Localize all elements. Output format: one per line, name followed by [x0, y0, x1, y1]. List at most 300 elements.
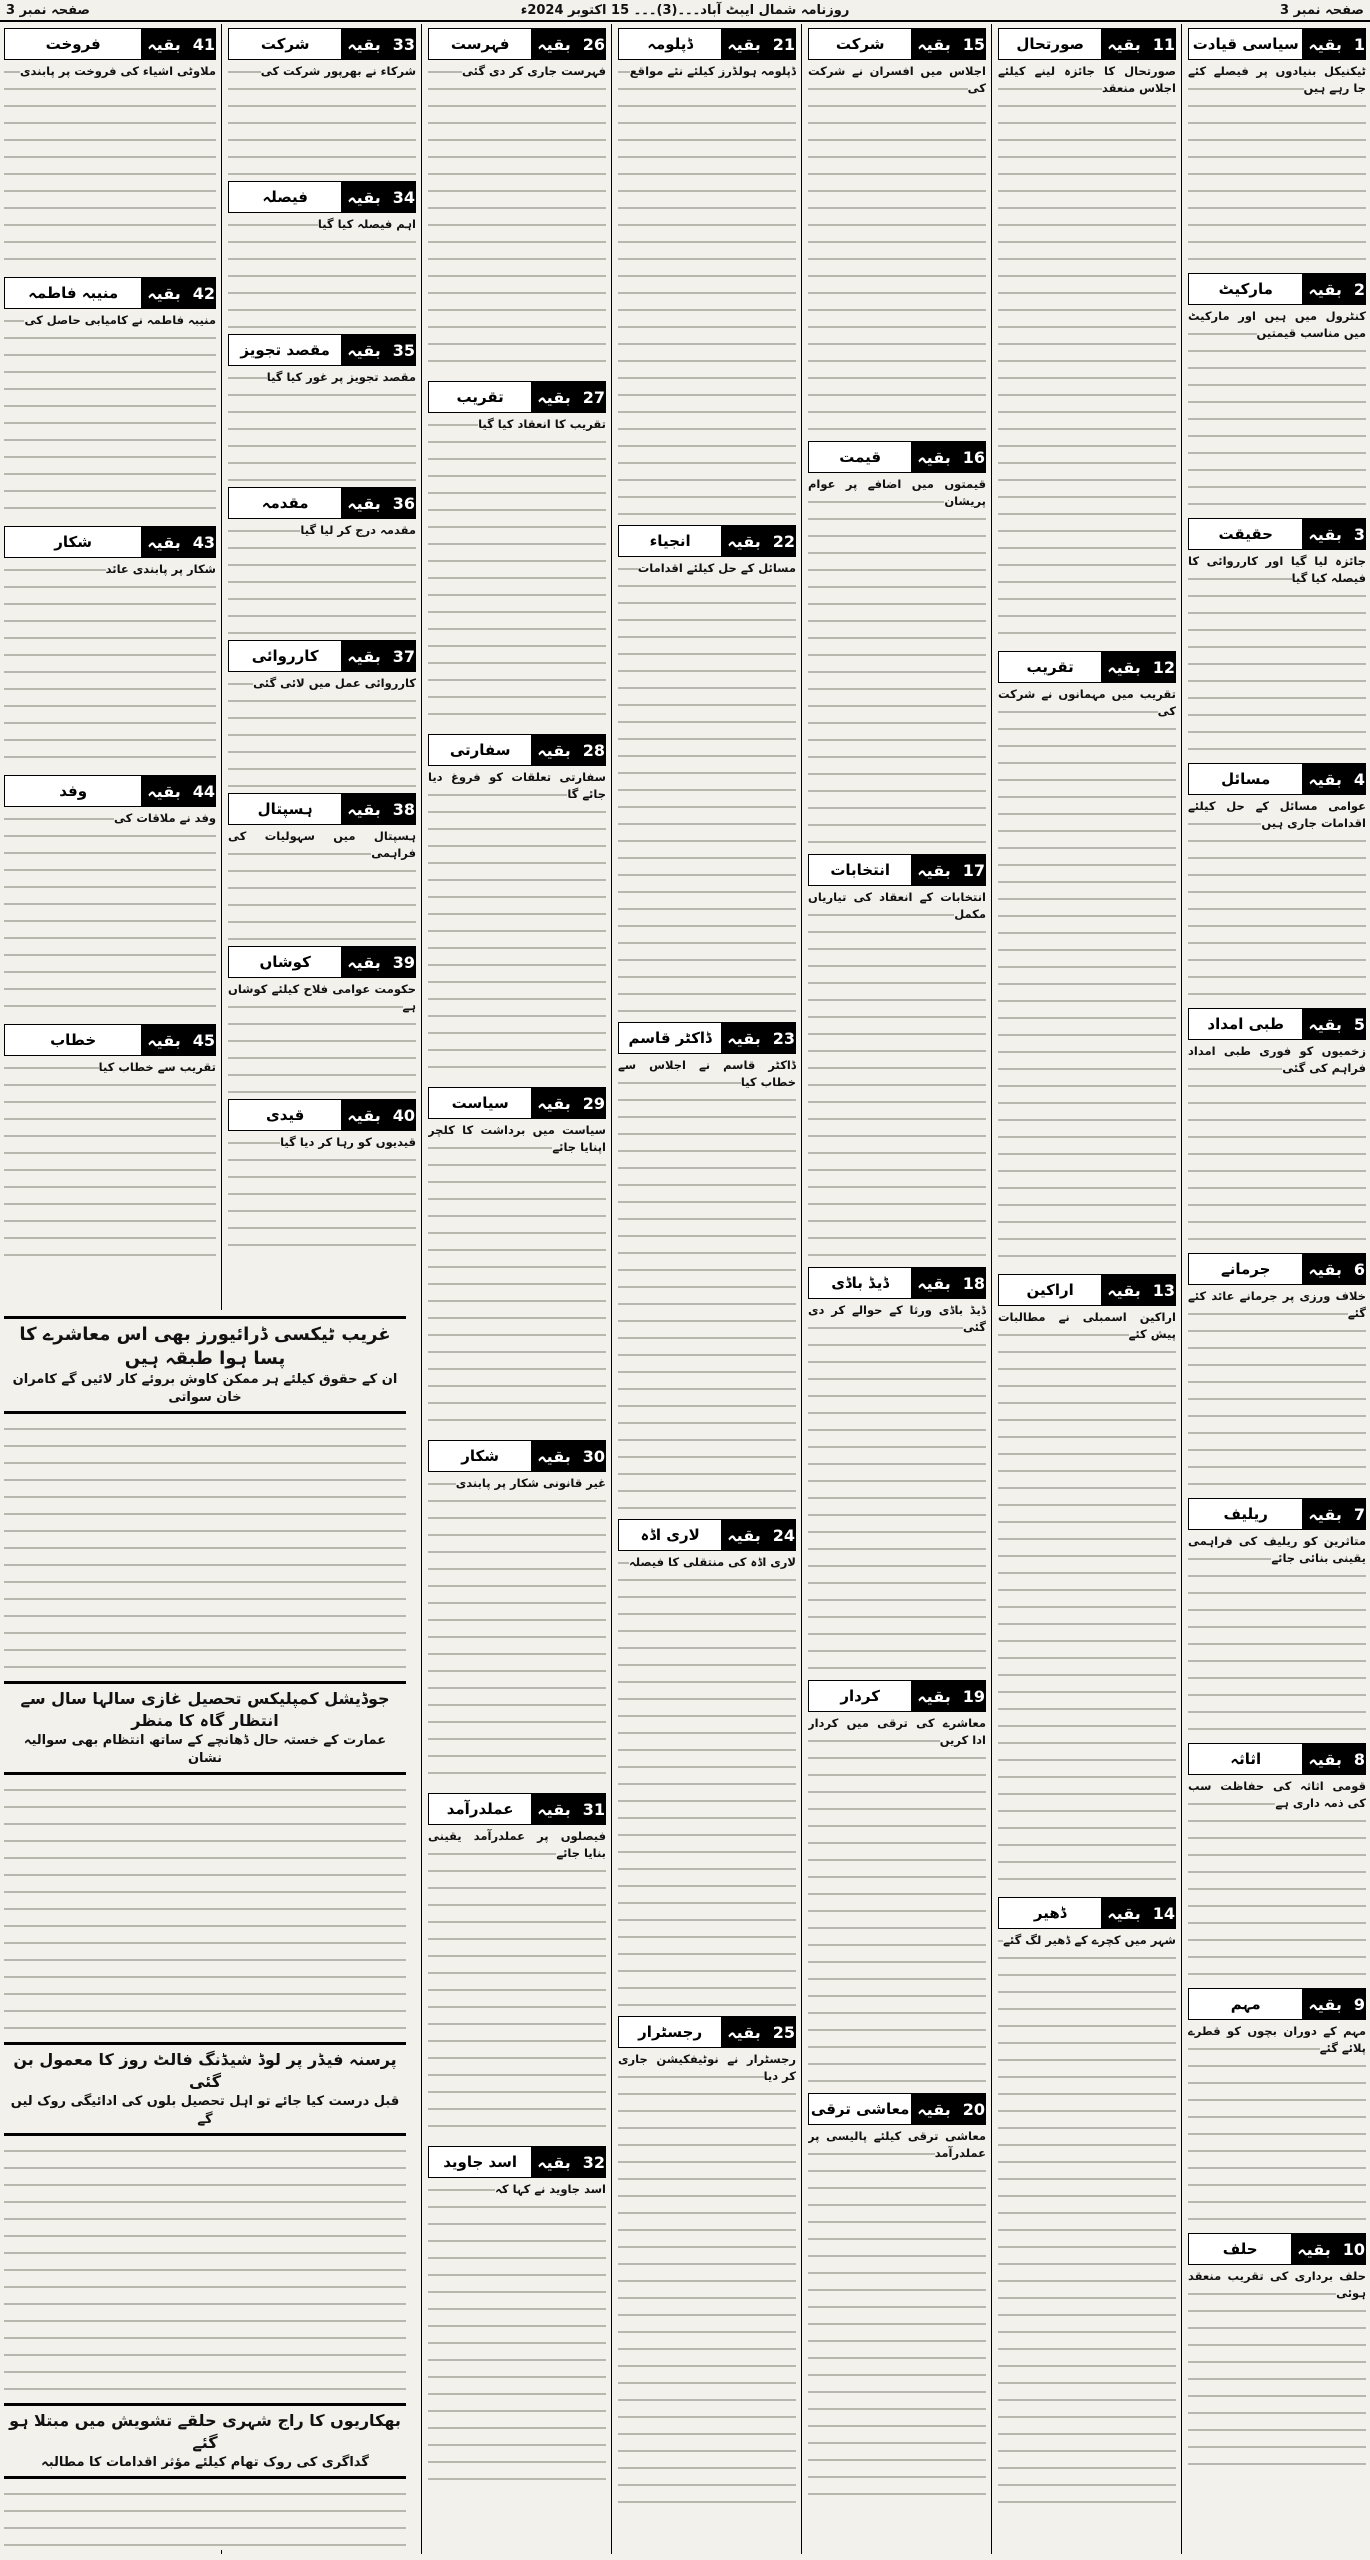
baqiya-tag: [1188, 518, 1366, 550]
headline-taxi-body: [4, 1420, 406, 1675]
baqiya-title: شکار: [5, 527, 141, 557]
baqiya-title: شکار: [429, 1441, 531, 1471]
story-body: [998, 63, 1176, 645]
baqiya-index: 6: [1348, 1254, 1365, 1284]
baqiya-title: منیبہ فاطمہ: [5, 278, 141, 308]
baqiya-title: سیاسی قیادت: [1189, 29, 1302, 59]
story-lead: لاری اڈہ کی منتقلی کا فیصلہ: [629, 1555, 796, 1569]
baqiya-index: 8: [1348, 1744, 1365, 1774]
column-4: [614, 24, 800, 2554]
story-baqiya-30: [428, 1440, 606, 1787]
baqiya-index: 28: [577, 735, 605, 765]
headline-beggars-body: [4, 2485, 406, 2550]
headline-beggars-title: بھکاریوں کا راج شہری حلقے تشویش میں مبتلا ہو گئے: [9, 2411, 401, 2452]
story-baqiya-28: [428, 734, 606, 1081]
story-baqiya-45: [4, 1024, 216, 1267]
story-lead: رجسٹرار نے نوٹیفکیشن جاری کر دیا: [618, 2052, 796, 2083]
story-body: [808, 1715, 986, 2087]
baqiya-index: 1: [1348, 29, 1365, 59]
story-body: [998, 1309, 1176, 1891]
baqiya-title: صورتحال: [999, 29, 1101, 59]
story-baqiya-24: [618, 1519, 796, 2010]
baqiya-index: 42: [187, 278, 215, 308]
baqiya-index: 34: [387, 182, 415, 212]
baqiya-index: 7: [1348, 1499, 1365, 1529]
baqiya-tag: [228, 946, 416, 978]
baqiya-number: بقیہ: [531, 29, 576, 59]
baqiya-title: کارروائی: [229, 641, 341, 671]
baqiya-title: فیصلہ: [229, 182, 341, 212]
story-body: [428, 769, 606, 1081]
baqiya-number: بقیہ: [911, 2094, 956, 2124]
story-lead: سفارتی تعلقات کو فروغ دیا جائے گا: [428, 770, 606, 801]
story-lead: معاشی ترقی کیلئے پالیسی پر عملدرآمد: [808, 2129, 986, 2160]
baqiya-index: 11: [1147, 29, 1175, 59]
baqiya-title: اثاثہ: [1189, 1744, 1302, 1774]
headlines-block: [0, 1310, 410, 2550]
baqiya-index: 40: [387, 1100, 415, 1130]
story-baqiya-22: [618, 525, 796, 1016]
baqiya-index: 30: [577, 1441, 605, 1471]
story-baqiya-35: [228, 334, 416, 481]
story-baqiya-20: [808, 2093, 986, 2500]
story-body: [618, 560, 796, 1016]
story-body: [228, 522, 416, 634]
baqiya-index: 12: [1147, 652, 1175, 682]
baqiya-number: بقیہ: [1302, 29, 1347, 59]
story-baqiya-26: [428, 28, 606, 375]
baqiya-title: مہم: [1189, 1989, 1302, 2019]
story-body: [4, 561, 216, 769]
column-divider: [801, 24, 802, 2554]
baqiya-tag: [228, 181, 416, 213]
story-body: [428, 1475, 606, 1787]
story-body: [1188, 63, 1366, 267]
baqiya-index: 18: [957, 1268, 985, 1298]
story-baqiya-29: [428, 1087, 606, 1434]
story-body: [228, 675, 416, 787]
baqiya-title: قیدی: [229, 1100, 341, 1130]
baqiya-number: بقیہ: [911, 1681, 956, 1711]
story-baqiya-25: [618, 2016, 796, 2507]
story-baqiya-1: [1188, 28, 1366, 267]
story-baqiya-9: [1188, 1988, 1366, 2227]
baqiya-tag: [1188, 2233, 1366, 2265]
page-header: [0, 0, 1370, 20]
story-lead: خلاف ورزی پر جرمانے عائد کئے گئے: [1188, 1289, 1366, 1320]
baqiya-tag: [1188, 1498, 1366, 1530]
baqiya-title: ڈپلومہ: [619, 29, 721, 59]
story-body: [228, 63, 416, 175]
baqiya-tag: [428, 381, 606, 413]
baqiya-tag: [808, 2093, 986, 2125]
baqiya-tag: [808, 1680, 986, 1712]
story-lead: اہم فیصلہ کیا گیا: [317, 217, 416, 231]
story-lead: تقریب کا انعقاد کیا گیا: [478, 417, 606, 431]
story-lead: تقریب سے خطاب کیا: [98, 1060, 216, 1074]
story-body: [998, 686, 1176, 1268]
baqiya-tag: [1188, 1743, 1366, 1775]
headline-taxi: [4, 1316, 406, 1414]
story-baqiya-18: [808, 1267, 986, 1674]
baqiya-tag: [1188, 763, 1366, 795]
baqiya-tag: [228, 640, 416, 672]
baqiya-tag: [428, 1793, 606, 1825]
baqiya-tag: [428, 734, 606, 766]
story-baqiya-8: [1188, 1743, 1366, 1982]
baqiya-number: بقیہ: [141, 1025, 186, 1055]
baqiya-number: بقیہ: [341, 641, 386, 671]
baqiya-title: مارکیٹ: [1189, 274, 1302, 304]
baqiya-title: کوشاں: [229, 947, 341, 977]
story-body: [1188, 798, 1366, 1002]
story-body: [998, 1932, 1176, 2514]
baqiya-number: بقیہ: [1302, 1989, 1347, 2019]
baqiya-tag: [998, 1274, 1176, 1306]
baqiya-index: 5: [1348, 1009, 1365, 1039]
story-lead: متاثرین کو ریلیف کی فراہمی یقینی بنائی جائے: [1188, 1534, 1366, 1565]
baqiya-index: 23: [767, 1023, 795, 1053]
baqiya-index: 3: [1348, 519, 1365, 549]
baqiya-title: کردار: [809, 1681, 911, 1711]
story-lead: شکار پر پابندی عائد: [105, 562, 216, 576]
baqiya-title: طبی امداد: [1189, 1009, 1302, 1039]
story-lead: منیبہ فاطمہ نے کامیابی حاصل کی: [24, 313, 216, 327]
story-body: [808, 1302, 986, 1674]
baqiya-tag: [1188, 273, 1366, 305]
story-lead: ڈاکٹر قاسم نے اجلاس سے خطاب کیا: [618, 1058, 796, 1089]
baqiya-title: انتخابات: [809, 855, 911, 885]
baqiya-index: 15: [957, 29, 985, 59]
baqiya-title: مقصد تجویز: [229, 335, 341, 365]
baqiya-tag: [618, 1022, 796, 1054]
story-body: [808, 476, 986, 848]
baqiya-title: مقدمہ: [229, 488, 341, 518]
column-divider: [421, 24, 422, 2554]
story-lead: تقریب میں مہمانوں نے شرکت کی: [998, 687, 1176, 718]
story-body: [1188, 1043, 1366, 1247]
story-baqiya-15: [808, 28, 986, 435]
story-baqiya-13: [998, 1274, 1176, 1891]
baqiya-title: فروخت: [5, 29, 141, 59]
story-body: [618, 63, 796, 519]
story-body: [4, 810, 216, 1018]
story-baqiya-32: [428, 2146, 606, 2493]
baqiya-tag: [4, 1024, 216, 1056]
story-baqiya-42: [4, 277, 216, 520]
story-lead: مقصد تجویز پر غور کیا گیا: [266, 370, 416, 384]
baqiya-number: بقیہ: [1101, 1275, 1146, 1305]
baqiya-tag: [618, 28, 796, 60]
headline-judicial-sub: عمارت کے خستہ حال ڈھانچے کے ساتھ انتظام بھی سوالیہ نشان: [23, 1733, 387, 1766]
baqiya-number: بقیہ: [1302, 764, 1347, 794]
baqiya-index: 45: [187, 1025, 215, 1055]
baqiya-title: رجسٹرار: [619, 2017, 721, 2047]
headline-judicial-body: [4, 1781, 406, 2036]
story-baqiya-37: [228, 640, 416, 787]
story-lead: عوامی مسائل کے حل کیلئے اقدامات جاری ہیں: [1188, 799, 1366, 830]
story-baqiya-23: [618, 1022, 796, 1513]
baqiya-number: بقیہ: [141, 29, 186, 59]
story-lead: مہم کے دوران بچوں کو قطرے پلائے گئے: [1188, 2024, 1366, 2055]
baqiya-index: 21: [767, 29, 795, 59]
masthead: روزنامہ شمال ایبٹ آباد۔۔۔(3)۔۔۔ 15 اکتوبر 2024ء: [520, 2, 850, 18]
baqiya-number: بقیہ: [911, 29, 956, 59]
story-lead: معاشرے کی ترقی میں کردار ادا کریں: [808, 1716, 986, 1747]
story-body: [428, 1828, 606, 2140]
story-body: [618, 1554, 796, 2010]
story-lead: صورتحال کا جائزہ لینے کیلئے اجلاس منعقد: [998, 64, 1176, 95]
baqiya-number: بقیہ: [531, 2147, 576, 2177]
baqiya-title: ریلیف: [1189, 1499, 1302, 1529]
baqiya-title: تقریب: [429, 382, 531, 412]
story-baqiya-12: [998, 651, 1176, 1268]
baqiya-tag: [618, 2016, 796, 2048]
story-baqiya-39: [228, 946, 416, 1093]
story-body: [228, 828, 416, 940]
baqiya-number: بقیہ: [141, 776, 186, 806]
story-body: [4, 63, 216, 271]
story-body: [228, 216, 416, 328]
baqiya-tag: [998, 1897, 1176, 1929]
story-lead: قیمتوں میں اضافے پر عوام پریشان: [808, 477, 986, 508]
story-lead: فیصلوں پر عملدرآمد یقینی بنایا جائے: [428, 1829, 606, 1860]
story-lead: اسد جاوید نے کہا کہ: [495, 2182, 606, 2196]
story-lead: حکومت عوامی فلاح کیلئے کوشاں ہے: [228, 982, 416, 1013]
story-baqiya-36: [228, 487, 416, 634]
baqiya-index: 14: [1147, 1898, 1175, 1928]
story-baqiya-4: [1188, 763, 1366, 1002]
baqiya-index: 19: [957, 1681, 985, 1711]
baqiya-index: 44: [187, 776, 215, 806]
page-number-left: صفحہ نمبر 3: [6, 2, 90, 18]
story-lead: سیاست میں برداشت کا کلچر اپنایا جائے: [428, 1123, 606, 1154]
baqiya-number: بقیہ: [1101, 29, 1146, 59]
baqiya-tag: [1188, 28, 1366, 60]
baqiya-number: بقیہ: [1302, 1499, 1347, 1529]
baqiya-index: 29: [577, 1088, 605, 1118]
baqiya-number: بقیہ: [341, 794, 386, 824]
baqiya-tag: [808, 441, 986, 473]
baqiya-title: حلف: [1189, 2234, 1291, 2264]
headline-feeder-title: پرسنہ فیڈر پر لوڈ شیڈنگ فالٹ روز کا معمول بن گئی: [13, 2050, 397, 2091]
baqiya-number: بقیہ: [1302, 1009, 1347, 1039]
baqiya-index: 16: [957, 442, 985, 472]
story-body: [228, 1134, 416, 1246]
baqiya-index: 39: [387, 947, 415, 977]
baqiya-index: 24: [767, 1520, 795, 1550]
story-body: [1188, 1778, 1366, 1982]
story-lead: ملاوٹی اشیاء کی فروخت پر پابندی: [19, 64, 216, 78]
column-divider: [1181, 24, 1182, 2554]
story-baqiya-16: [808, 441, 986, 848]
baqiya-number: بقیہ: [1101, 1898, 1146, 1928]
baqiya-index: 4: [1348, 764, 1365, 794]
baqiya-number: بقیہ: [721, 2017, 766, 2047]
story-baqiya-5: [1188, 1008, 1366, 1247]
story-body: [428, 63, 606, 375]
story-baqiya-40: [228, 1099, 416, 1246]
column-3: [804, 24, 990, 2554]
baqiya-title: جرمانے: [1189, 1254, 1302, 1284]
baqiya-tag: [428, 2146, 606, 2178]
story-lead: قومی اثاثہ کی حفاظت سب کی ذمہ داری ہے: [1188, 1779, 1366, 1810]
baqiya-index: 38: [387, 794, 415, 824]
baqiya-tag: [228, 334, 416, 366]
baqiya-tag: [228, 28, 416, 60]
story-body: [4, 312, 216, 520]
baqiya-number: بقیہ: [721, 1520, 766, 1550]
story-lead: فہرست جاری کر دی گئی: [462, 64, 606, 78]
baqiya-tag: [4, 28, 216, 60]
baqiya-title: عملدرآمد: [429, 1794, 531, 1824]
baqiya-number: بقیہ: [141, 527, 186, 557]
baqiya-tag: [4, 526, 216, 558]
baqiya-title: اراکین: [999, 1275, 1101, 1305]
baqiya-index: 13: [1147, 1275, 1175, 1305]
baqiya-title: معاشی ترقی: [809, 2094, 911, 2124]
baqiya-number: بقیہ: [341, 335, 386, 365]
baqiya-title: شرکت: [809, 29, 911, 59]
baqiya-number: بقیہ: [721, 526, 766, 556]
column-5: [424, 24, 610, 2554]
story-baqiya-2: [1188, 273, 1366, 512]
story-body: [618, 2051, 796, 2507]
story-body: [4, 1059, 216, 1267]
baqiya-tag: [428, 28, 606, 60]
story-body: [228, 981, 416, 1093]
story-body: [1188, 1288, 1366, 1492]
story-lead: ہسپتال میں سہولیات کی فراہمی: [228, 829, 416, 860]
headline-feeder: [4, 2042, 406, 2136]
story-lead: ڈیڈ باڈی ورثا کے حوالے کر دی گئی: [808, 1303, 986, 1334]
story-body: [428, 2181, 606, 2493]
baqiya-number: بقیہ: [341, 488, 386, 518]
headline-taxi-sub: ان کے حقوق کیلئے ہر ممکن کاوش بروئے کار لائیں گے کامران خان سواتی: [12, 1372, 398, 1405]
baqiya-index: 41: [187, 29, 215, 59]
header-rule: [0, 20, 1370, 22]
baqiya-index: 26: [577, 29, 605, 59]
baqiya-number: بقیہ: [531, 735, 576, 765]
baqiya-number: بقیہ: [1302, 274, 1347, 304]
page-number-right: صفحہ نمبر 3: [1280, 2, 1364, 18]
story-baqiya-21: [618, 28, 796, 519]
story-baqiya-7: [1188, 1498, 1366, 1737]
baqiya-tag: [4, 775, 216, 807]
story-baqiya-27: [428, 381, 606, 728]
baqiya-tag: [808, 28, 986, 60]
story-baqiya-34: [228, 181, 416, 328]
story-lead: غیر قانونی شکار پر پابندی: [455, 1476, 606, 1490]
baqiya-index: 10: [1337, 2234, 1365, 2264]
story-lead: کنٹرول میں ہیں اور مارکیٹ میں مناسب قیمتیں: [1188, 309, 1366, 340]
baqiya-title: اسد جاوید: [429, 2147, 531, 2177]
column-1: [1184, 24, 1370, 2554]
baqiya-number: بقیہ: [531, 1794, 576, 1824]
story-baqiya-43: [4, 526, 216, 769]
baqiya-tag: [1188, 1253, 1366, 1285]
baqiya-tag: [228, 487, 416, 519]
story-lead: مقدمہ درج کر لیا گیا: [300, 523, 416, 537]
baqiya-index: 9: [1348, 1989, 1365, 2019]
baqiya-title: تقریب: [999, 652, 1101, 682]
story-lead: مسائل کے حل کیلئے اقدامات: [637, 561, 796, 575]
story-body: [618, 1057, 796, 1513]
baqiya-number: بقیہ: [531, 382, 576, 412]
baqiya-number: بقیہ: [721, 29, 766, 59]
story-baqiya-3: [1188, 518, 1366, 757]
story-body: [428, 1122, 606, 1434]
baqiya-title: فہرست: [429, 29, 531, 59]
baqiya-number: بقیہ: [341, 182, 386, 212]
baqiya-title: سیاست: [429, 1088, 531, 1118]
baqiya-number: بقیہ: [141, 278, 186, 308]
baqiya-tag: [618, 525, 796, 557]
story-body: [808, 63, 986, 435]
story-lead: وفد نے ملاقات کی: [114, 811, 216, 825]
baqiya-number: بقیہ: [341, 947, 386, 977]
story-baqiya-17: [808, 854, 986, 1261]
story-body: [1188, 2268, 1366, 2472]
baqiya-title: ہسپتال: [229, 794, 341, 824]
baqiya-title: ڈھیر: [999, 1898, 1101, 1928]
baqiya-number: بقیہ: [911, 855, 956, 885]
story-baqiya-41: [4, 28, 216, 271]
headline-feeder-sub: قبل درست کیا جائے تو اہل تحصیل بلوں کی ادائیگی روک لیں گے: [10, 2094, 400, 2127]
story-baqiya-19: [808, 1680, 986, 2087]
baqiya-number: بقیہ: [911, 1268, 956, 1298]
baqiya-index: 33: [387, 29, 415, 59]
baqiya-title: وفد: [5, 776, 141, 806]
story-body: [428, 416, 606, 728]
story-lead: ٹیکنیکل بنیادوں پر فیصلے کئے جا رہے ہیں: [1188, 64, 1366, 95]
baqiya-index: 35: [387, 335, 415, 365]
story-baqiya-44: [4, 775, 216, 1018]
story-body: [1188, 1533, 1366, 1737]
story-body: [228, 369, 416, 481]
story-lead: قیدیوں کو رہا کر دیا گیا: [280, 1135, 416, 1149]
baqiya-tag: [228, 793, 416, 825]
baqiya-number: بقیہ: [911, 442, 956, 472]
headline-beggars-sub: گداگری کی روک تھام کیلئے مؤثر اقدامات کا مطالبہ: [41, 2455, 369, 2470]
baqiya-index: 37: [387, 641, 415, 671]
baqiya-number: بقیہ: [1302, 1744, 1347, 1774]
story-body: [1188, 308, 1366, 512]
story-baqiya-10: [1188, 2233, 1366, 2472]
story-body: [808, 889, 986, 1261]
story-baqiya-33: [228, 28, 416, 175]
column-2: [994, 24, 1180, 2554]
baqiya-index: 22: [767, 526, 795, 556]
baqiya-number: بقیہ: [341, 1100, 386, 1130]
story-body: [1188, 2023, 1366, 2227]
baqiya-title: انجیاء: [619, 526, 721, 556]
story-body: [1188, 553, 1366, 757]
baqiya-tag: [808, 1267, 986, 1299]
baqiya-number: بقیہ: [721, 1023, 766, 1053]
story-lead: اراکین اسمبلی نے مطالبات پیش کئے: [998, 1310, 1176, 1341]
baqiya-number: بقیہ: [341, 29, 386, 59]
baqiya-number: بقیہ: [1101, 652, 1146, 682]
baqiya-index: 27: [577, 382, 605, 412]
baqiya-tag: [998, 651, 1176, 683]
baqiya-title: شرکت: [229, 29, 341, 59]
story-baqiya-14: [998, 1897, 1176, 2514]
baqiya-title: ڈاکٹر قاسم: [619, 1023, 721, 1053]
headline-judicial: [4, 1681, 406, 1775]
baqiya-tag: [4, 277, 216, 309]
baqiya-tag: [618, 1519, 796, 1551]
